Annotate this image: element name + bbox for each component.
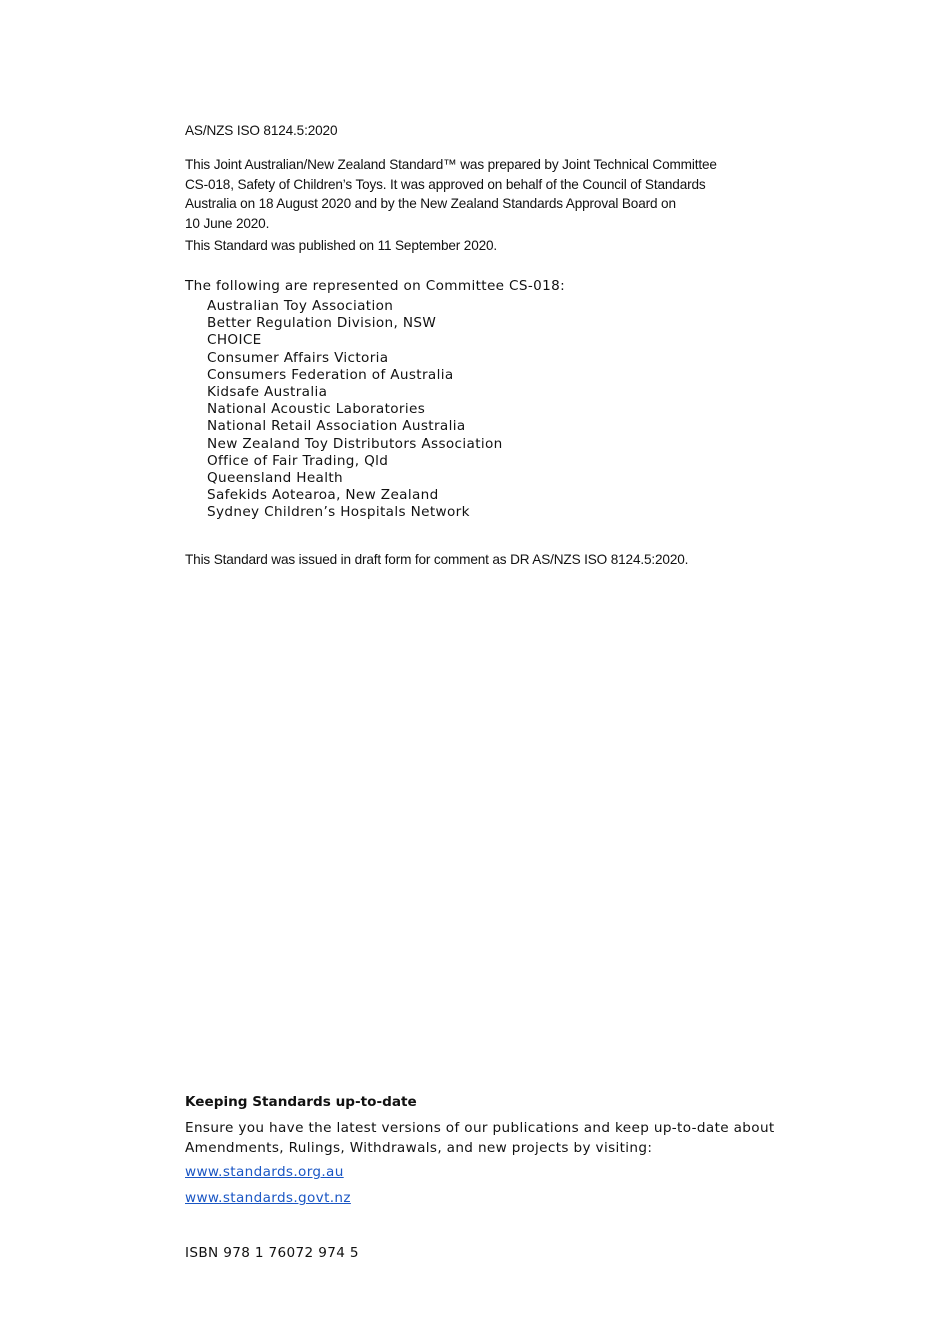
committee-member: New Zealand Toy Distributors Association bbox=[207, 435, 503, 452]
updates-text-line: Ensure you have the latest versions of our publications and keep up-to-date about bbox=[185, 1120, 775, 1136]
committee-member-list bbox=[207, 298, 503, 522]
updates-text-line: Amendments, Rulings, Withdrawals, and new projects by visiting: bbox=[185, 1140, 653, 1156]
preparation-line: This Joint Australian/New Zealand Standard™ was prepared by Joint Technical Committee bbox=[185, 157, 717, 172]
isbn: ISBN 978 1 76072 974 5 bbox=[185, 1245, 359, 1261]
updates-text bbox=[185, 1118, 785, 1158]
preparation-line: 10 June 2020. bbox=[185, 215, 270, 231]
preparation-statement bbox=[185, 155, 785, 233]
committee-member: Sydney Children’s Hospitals Network bbox=[207, 504, 470, 521]
publication-date-statement: This Standard was published on 11 September 2020. bbox=[185, 238, 498, 253]
standards-australia-link[interactable]: www.standards.org.au bbox=[185, 1164, 344, 1180]
committee-member: Consumers Federation of Australia bbox=[207, 366, 454, 383]
committee-member: Office of Fair Trading, Qld bbox=[207, 452, 389, 469]
preparation-line: Australia on 18 August 2020 and by the New Zealand Standards Approval Board on bbox=[185, 196, 676, 211]
committee-member: National Acoustic Laboratories bbox=[207, 401, 426, 418]
preparation-line: CS-018, Safety of Children’s Toys. It was approved on behalf of the Council of Standards bbox=[185, 176, 706, 192]
committee-member: Safekids Aotearoa, New Zealand bbox=[207, 487, 439, 504]
standards-nz-link[interactable]: www.standards.govt.nz bbox=[185, 1190, 351, 1206]
committee-member: Kidsafe Australia bbox=[207, 384, 328, 401]
updates-heading: Keeping Standards up-to-date bbox=[185, 1094, 417, 1110]
committee-member: National Retail Association Australia bbox=[207, 418, 466, 435]
document-code: AS/NZS ISO 8124.5:2020 bbox=[185, 123, 338, 138]
committee-member: Better Regulation Division, NSW bbox=[207, 315, 437, 332]
committee-heading: The following are represented on Committee CS-018: bbox=[185, 278, 566, 294]
committee-member: Australian Toy Association bbox=[207, 298, 394, 314]
committee-member: Queensland Health bbox=[207, 470, 343, 487]
committee-member: Consumer Affairs Victoria bbox=[207, 349, 389, 366]
committee-member: CHOICE bbox=[207, 332, 262, 349]
draft-note: This Standard was issued in draft form for comment as DR AS/NZS ISO 8124.5:2020. bbox=[185, 552, 689, 567]
